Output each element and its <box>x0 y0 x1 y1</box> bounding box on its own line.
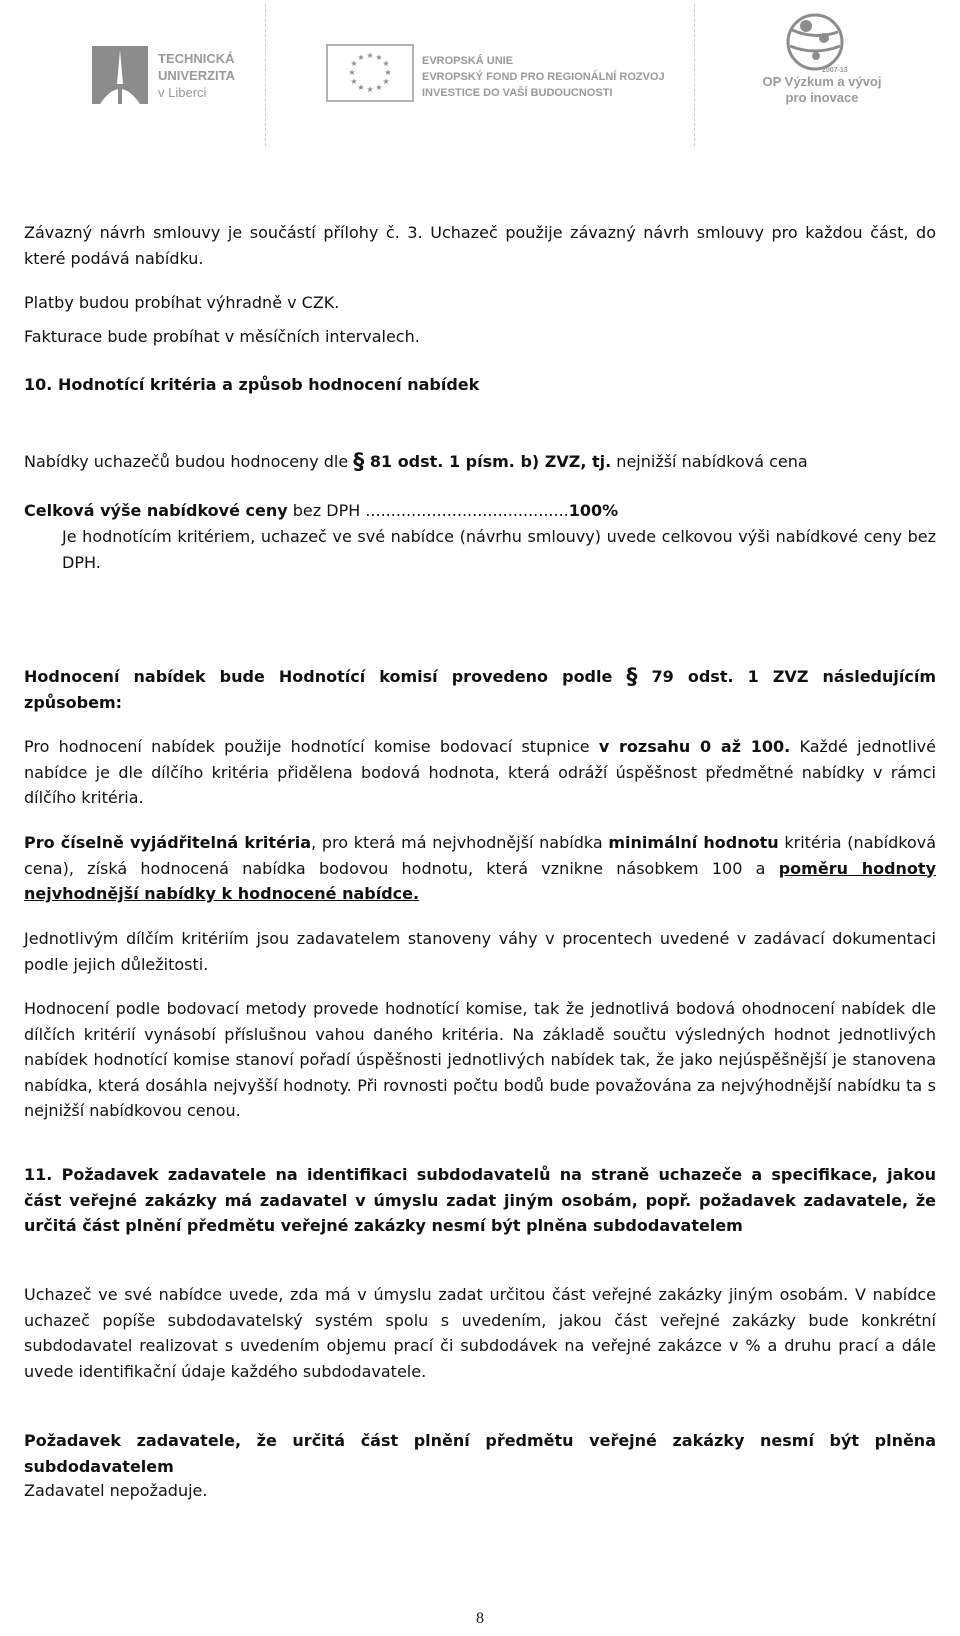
svg-text:★: ★ <box>384 68 392 77</box>
method-text: Hodnocení nabídek bude Hodnotící komisí provedeno podle <box>24 667 627 686</box>
requirement-heading: Požadavek zadavatele, že určitá část plnění předmětu veřejné zakázky nesmí být plněna subdodavatelem <box>24 1431 936 1476</box>
numeric-text-rest: kritéria (nabídková cena), získá hodnocená nabídka bodovou hodnotu, která vznikne násobkem 100 a <box>24 833 937 878</box>
basis-criterion: nejnižší nabídková cena <box>611 452 808 471</box>
tul-emblem-icon <box>92 44 152 108</box>
scale-range: v rozsahu 0 až 100. <box>598 737 791 756</box>
section-11-heading: 11. Požadavek zadavatele na identifikaci subdodavatelů na straně uchazeče a specifikace, jakou část veřejné zakázky má zadavatel v úmyslu zadat jiným osobám, popř. požadavek zadavatele, že určitá část plnění předmětu veřejné zakázky nesmí být plněna subdodavatelem <box>24 1165 936 1235</box>
criterion-name: Celková výše nabídkové ceny <box>24 501 288 520</box>
op-line-1: OP Výzkum a vývoj <box>762 74 882 89</box>
eu-logo <box>326 44 666 108</box>
evaluation-basis <box>24 448 936 475</box>
criterion-weight: 100% <box>568 501 619 520</box>
subcontractor-paragraph: Uchazeč ve své nabídce uvede, zda má v úmyslu zadat určitou část veřejné zakázky jiným osobám. V nabídce uchazeč popíše subdodavatelský systém spolu s uvedením, jakou část veřejné zakázky bude konkrétní subdodavatel realizovat s uvedením objemu prací či subdodávek na veřejné zakázce v % a druhu prací a dále uvede identifikační údaje každého subdodavatele. <box>24 1285 936 1381</box>
section-10-title: Hodnotící kritéria a způsob hodnocení nabídek <box>58 375 480 394</box>
minimum-value-label: minimální hodnotu <box>608 833 779 852</box>
tul-line-2: UNIVERZITA <box>158 68 236 83</box>
svg-text:★: ★ <box>357 83 365 92</box>
weights-paragraph: Jednotlivým dílčím kritériím jsou zadavatelem stanoveny váhy v procentech uvedené v zadávací dokumentaci podle jejich důležitosti. <box>24 929 936 974</box>
payment-paragraph: Platby budou probíhat výhradně v CZK. <box>24 293 340 312</box>
svg-text:★: ★ <box>375 83 383 92</box>
numeric-criteria-paragraph <box>24 830 936 907</box>
eu-line-1: EVROPSKÁ UNIE <box>422 55 514 67</box>
svg-text:★: ★ <box>350 77 358 86</box>
svg-text:★: ★ <box>348 68 356 77</box>
numeric-text: , pro která má nejvhodnější nabídka <box>311 833 609 852</box>
basis-text: Nabídky uchazečů budou hodnoceny dle <box>24 452 354 471</box>
svg-text:★: ★ <box>366 51 374 60</box>
scale-text-rest: Každé jednotlivé nabídce je dle dílčího kritéria přidělena bodová hodnota, která odráží úspěšnost předmětné nabídky v rámci dílčího kritéria. <box>24 737 936 807</box>
tul-logo <box>92 44 252 108</box>
section-10-heading <box>24 372 936 398</box>
scale-paragraph <box>24 734 936 811</box>
scoring-paragraph: Hodnocení podle bodovací metody provede hodnotící komise, tak že jednotlivá bodová ohodnocení nabídek dle dílčích kritérií vynásobí příslušnou vahou daného kritéria. Na základě součtu výsledných hodnot jednotlivých nabídek hodnotící komise stanoví pořadí úspěšnosti jednotlivých nabídek tak, že jako nejúspěšnější je stanovena nabídka, která dosáhla nejvyšší hodnoty. Při rovnosti počtu bodů bude považována za nejvýhodnější nabídku ta s nejnižší nabídkovou cenou. <box>24 999 936 1120</box>
method-law-ref: 79 odst. 1 ZVZ následujícím způsobem: <box>24 667 936 712</box>
eu-flag-icon <box>326 44 416 104</box>
eu-line-2: EVROPSKÝ FOND PRO REGIONÁLNÍ ROZVOJ <box>422 71 665 83</box>
basis-law-ref: 81 odst. 1 písm. b) ZVZ, tj. <box>364 452 612 471</box>
header-divider <box>265 4 266 146</box>
svg-text:★: ★ <box>357 53 365 62</box>
contract-paragraph: Závazný návrh smlouvy je součástí přílohy č. 3. Uchazeč použije závazný návrh smlouvy pro každou část, do které podává nabídku. <box>24 223 936 268</box>
tul-line-1: TECHNICKÁ <box>158 51 235 66</box>
page-number: 8 <box>476 1610 484 1627</box>
tul-line-3: v Liberci <box>158 85 207 100</box>
requirement-answer: Zadavatel nepožaduje. <box>24 1481 208 1500</box>
section-symbol: § <box>626 665 638 690</box>
section-10-number: 10. <box>24 375 53 394</box>
criterion-leader: bez DPH ........................................ <box>287 501 569 520</box>
ratio-formula: poměru hodnoty nejvhodnější nabídky k hodnocené nabídce. <box>24 858 937 903</box>
criterion-description: Je hodnotícím kritériem, uchazeč ve své nabídce (návrhu smlouvy) uvede celkovou výši nabídkové ceny bez DPH. <box>62 527 936 572</box>
numeric-criteria-label: Pro číselně vyjádřitelná kritéria <box>24 833 312 852</box>
svg-text:★: ★ <box>382 77 390 86</box>
op-globe-icon <box>730 12 900 82</box>
eu-line-3: INVESTICE DO VAŠÍ BUDOUCNOSTI <box>422 87 613 99</box>
op-vavpi-logo <box>730 12 900 112</box>
svg-text:★: ★ <box>350 59 358 68</box>
method-heading <box>24 663 936 715</box>
op-line-2: pro inovace <box>785 90 859 105</box>
op-years: 2007-13 <box>822 67 848 74</box>
header-divider <box>694 4 695 146</box>
criterion-line <box>24 498 936 524</box>
svg-text:★: ★ <box>382 59 390 68</box>
invoicing-paragraph: Fakturace bude probíhat v měsíčních intervalech. <box>24 327 420 346</box>
section-symbol: § <box>353 450 365 475</box>
svg-text:★: ★ <box>366 85 374 94</box>
svg-text:★: ★ <box>375 53 383 62</box>
scale-text: Pro hodnocení nabídek použije hodnotící komise bodovací stupnice <box>24 737 599 756</box>
